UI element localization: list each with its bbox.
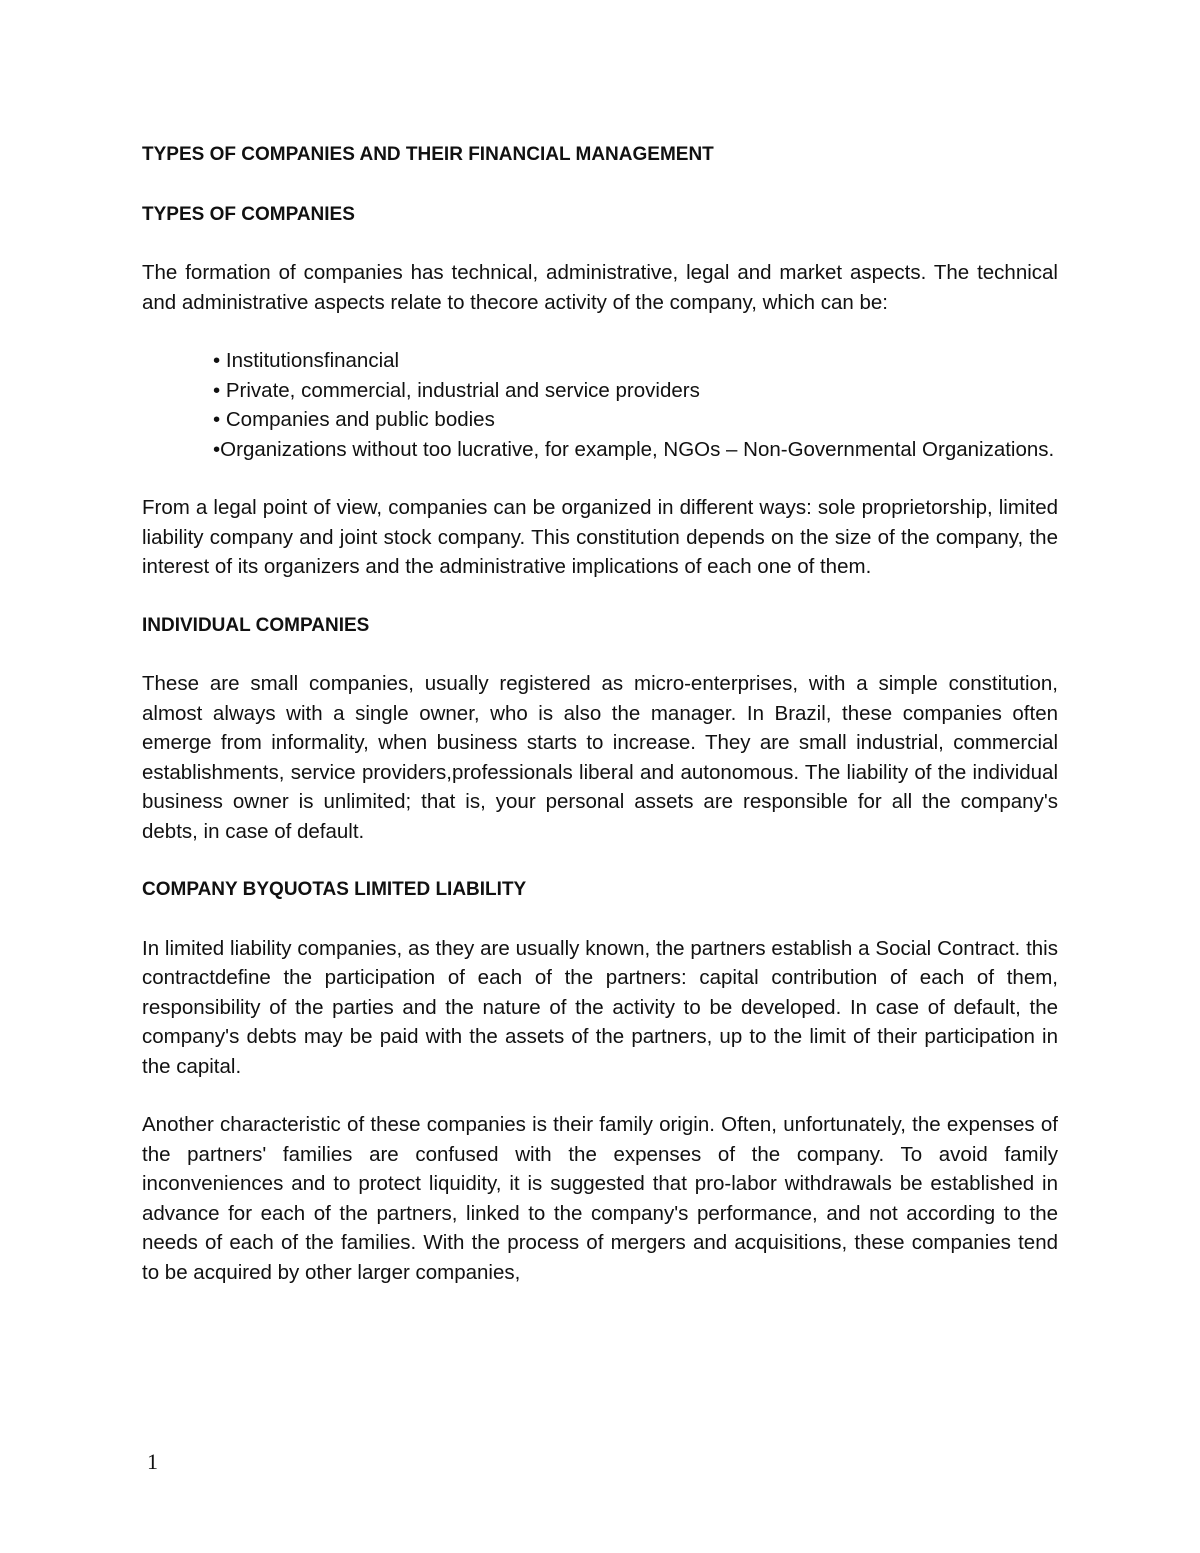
family-origin-paragraph: Another characteristic of these companies is their family origin. Often, unfortunately, the expenses of the partners' families are confused with the expenses of the company. To avoid family inconveniences and to protect liquidity, it is suggested that pro-labor withdrawals be established in advance for each of the partners, linked to the company's performance, and not according to the needs of each of the families. With the process of mergers and acquisitions, these companies tend to be acquired by other larger companies,: [142, 1113, 1058, 1284]
list-item: • Institutionsfinancial: [213, 349, 400, 372]
list-item: •Organizations without too lucrative, for example, NGOs – Non-Governmental Organizations.: [213, 437, 1055, 461]
limited-liability-paragraph: In limited liability companies, as they are usually known, the partners establish a Social Contract. this contractdefine the participation of each of the partners: capital contribution of each of them, responsibility of the parties and the nature of the activity to be developed. In case of default, the company's debts may be paid with the assets of the partners, up to the limit of their participation in the capital.: [142, 936, 1058, 1078]
document-page: [142, 140, 1058, 1316]
legal-view-paragraph: From a legal point of view, companies can be organized in different ways: sole proprietorship, limited liability company and joint stock company. This constitution depends on the size of the company, the interest of its organizers and the administrative implications of each one of them.: [142, 496, 1058, 578]
section-heading-individual: INDIVIDUAL COMPANIES: [142, 614, 370, 636]
types-intro-paragraph: The formation of companies has technical, administrative, legal and market aspects. The technical and administrative aspects relate to thecore activity of the company, which can be:: [142, 261, 1058, 314]
individual-companies-paragraph: These are small companies, usually registered as micro-enterprises, with a simple constitution, almost always with a single owner, who is also the manager. In Brazil, these companies often emerge from informality, when business starts to increase. They are small industrial, commercial establishments, service providers,professionals liberal and autonomous. The liability of the individual business owner is unlimited; that is, your personal assets are responsible for all the company's debts, in case of default.: [142, 672, 1058, 843]
document-title: TYPES OF COMPANIES AND THEIR FINANCIAL MANAGEMENT: [142, 144, 714, 165]
company-types-list: [142, 346, 1058, 464]
list-item: • Private, commercial, industrial and service providers: [213, 378, 700, 402]
section-heading-limited-liability: COMPANY BYQUOTAS LIMITED LIABILITY: [142, 879, 527, 900]
page-number: 1: [147, 1449, 158, 1474]
section-heading-types: TYPES OF COMPANIES: [142, 203, 355, 225]
list-item: • Companies and public bodies: [213, 408, 495, 431]
